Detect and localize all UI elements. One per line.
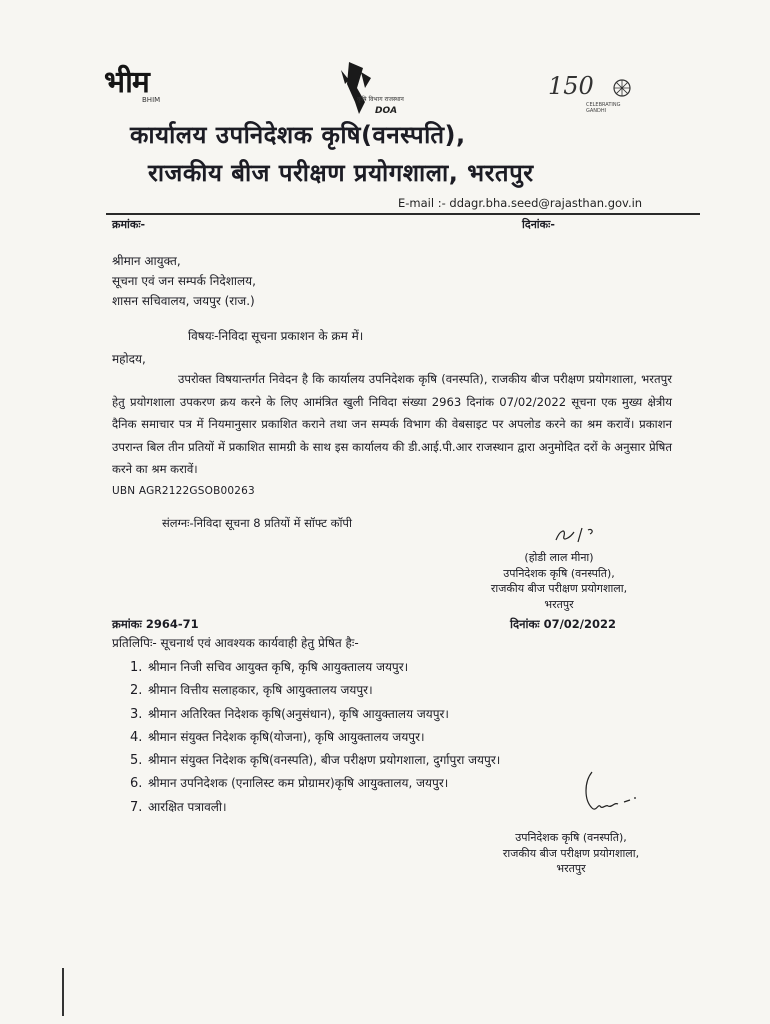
signatory2-office: राजकीय बीज परीक्षण प्रयोगशाला, — [502, 846, 640, 860]
agriculture-department-logo — [335, 58, 407, 124]
list-item-text: श्रीमान संयुक्त निदेशक कृषि(वनस्पति), बीज परीक्षण प्रयोगशाला, दुर्गापुरा जयपुर। — [148, 753, 501, 768]
signatory-office: राजकीय बीज परीक्षण प्रयोगशाला, — [490, 582, 628, 595]
signatory-designation: उपनिदेशक कृषि (वनस्पति), — [503, 566, 615, 580]
gandhi-150-logo — [548, 72, 636, 116]
ubn-number: UBN AGR2122GSOB00263 — [112, 485, 255, 497]
list-item-text: श्रीमान वित्तीय सलाहकार, कृषि आयुक्तालय जयपुर। — [148, 683, 373, 698]
list-item — [130, 726, 650, 749]
gandhi-150-logo-text: 150 — [548, 72, 594, 100]
addressee-line3: शासन सचिवालय, जयपुर (राज.) — [112, 294, 255, 308]
signatory2-city: भरतपुर — [556, 862, 586, 875]
list-item-text: श्रीमान संयुक्त निदेशक कृषि(योजना), कृषि आयुक्तालय जयपुर। — [148, 729, 425, 744]
bhim-logo-text: भीम — [104, 65, 149, 100]
signature-mark — [548, 522, 608, 548]
office-email: E-mail :- ddagr.bha.seed@rajasthan.gov.in — [398, 196, 643, 210]
list-item — [130, 772, 650, 795]
office-name-line1: कार्यालय उपनिदेशक कृषि(वनस्पति), — [130, 121, 466, 149]
bhim-logo — [104, 66, 174, 110]
enclosure-note: संलग्नः-निविदा सूचना 8 प्रतियों में सॉफ्ट कॉपी — [162, 516, 352, 530]
list-item-text: श्रीमान निजी सचिव आयुक्त कृषि, कृषि आयुक्तालय जयपुर। — [148, 660, 409, 674]
bhim-logo-subtext: BHIM — [142, 96, 161, 104]
gandhi-150-logo-subtext: CELEBRATING GANDHI — [586, 102, 621, 114]
list-item-text: श्रीमान उपनिदेशक (एनालिस्ट कम प्रोग्रामर)कृषि आयुक्तालय, जयपुर। — [148, 776, 449, 791]
signatory2-designation: उपनिदेशक कृषि (वनस्पति), — [515, 831, 627, 844]
list-item-text: आरक्षित पत्रावली। — [148, 799, 227, 814]
list-item-number: 1. — [130, 660, 143, 675]
list-item-number: 7. — [130, 799, 143, 815]
signatory-block-2 — [496, 830, 646, 877]
date-label: दिनांकः- — [522, 218, 555, 231]
office-name-line2: राजकीय बीज परीक्षण प्रयोगशाला, भरतपुर — [148, 159, 534, 187]
list-item — [130, 703, 650, 726]
list-item — [130, 656, 650, 679]
copy-recipient-list — [130, 656, 650, 819]
list-item-number: 3. — [130, 706, 143, 722]
department-logo-subtext: कृषि विभाग राजस्थान — [357, 96, 404, 103]
list-item — [130, 796, 650, 819]
reference-number-label: क्रमांकः- — [112, 218, 146, 231]
letter-subject: विषयः-निविदा सूचना प्रकाशन के क्रम में। — [188, 329, 364, 343]
addressee-line2: सूचना एवं जन सम्पर्क निदेशालय, — [112, 274, 256, 288]
list-item — [130, 749, 650, 772]
signature-mark-2 — [578, 768, 648, 818]
list-item — [130, 679, 650, 702]
list-item-number: 5. — [130, 753, 143, 769]
addressee-line1: श्रीमान आयुक्त, — [112, 254, 181, 268]
letter-body: उपरोक्त विषयान्तर्गत निवेदन है कि कार्यालय उपनिदेशक कृषि (वनस्पति), राजकीय बीज परीक्षण प्रयोगशाला, भरतपुर हेतु प्रयोगशाला उपकरण क्रय करने के लिए आमंत्रित खुली निविदा संख्या 2963 दिनांक 07/02/2022 सूचना एक मुख्य क्षेत्रीय दैनिक समाचार पत्र में नियमानुसार प्रकाशित कराने तथा जन सम्पर्क विभाग की वेबसाइट पर अपलोड करने का श्रम करावें। प्रकाशन उपरान्त बिल तीन प्रतियों में प्रकाशित सामग्री के साथ इस कार्यालय की डी.आई.पी.आर राजस्थान द्वारा अनुमोदित दरों के अनुसार प्रेषित करने का श्रम करावें। — [112, 372, 672, 476]
copy-to-intro: प्रतिलिपिः- सूचनार्थ एवं आवश्यक कार्यवाही हेतु प्रेषित हैः- — [112, 636, 359, 650]
signatory-city: भरतपुर — [544, 597, 574, 611]
list-item-text: श्रीमान अतिरिक्त निदेशक कृषि(अनुसंधान), कृषि आयुक्तालय जयपुर। — [148, 706, 449, 721]
copy-date: दिनांकः 07/02/2022 — [510, 617, 617, 631]
copy-reference-number: क्रमांकः 2964-71 — [112, 617, 199, 631]
signatory-block — [478, 550, 640, 612]
list-item-number: 4. — [130, 729, 143, 745]
department-logo-text: DOA — [375, 106, 398, 116]
list-item-number: 2. — [130, 683, 143, 699]
list-item-number: 6. — [130, 776, 143, 792]
scan-margin-line — [62, 968, 64, 1016]
salutation: महोदय, — [112, 352, 146, 366]
chakra-icon — [612, 78, 632, 98]
header-divider — [106, 213, 700, 215]
signatory-name: (होडी लाल मीना) — [524, 551, 594, 564]
